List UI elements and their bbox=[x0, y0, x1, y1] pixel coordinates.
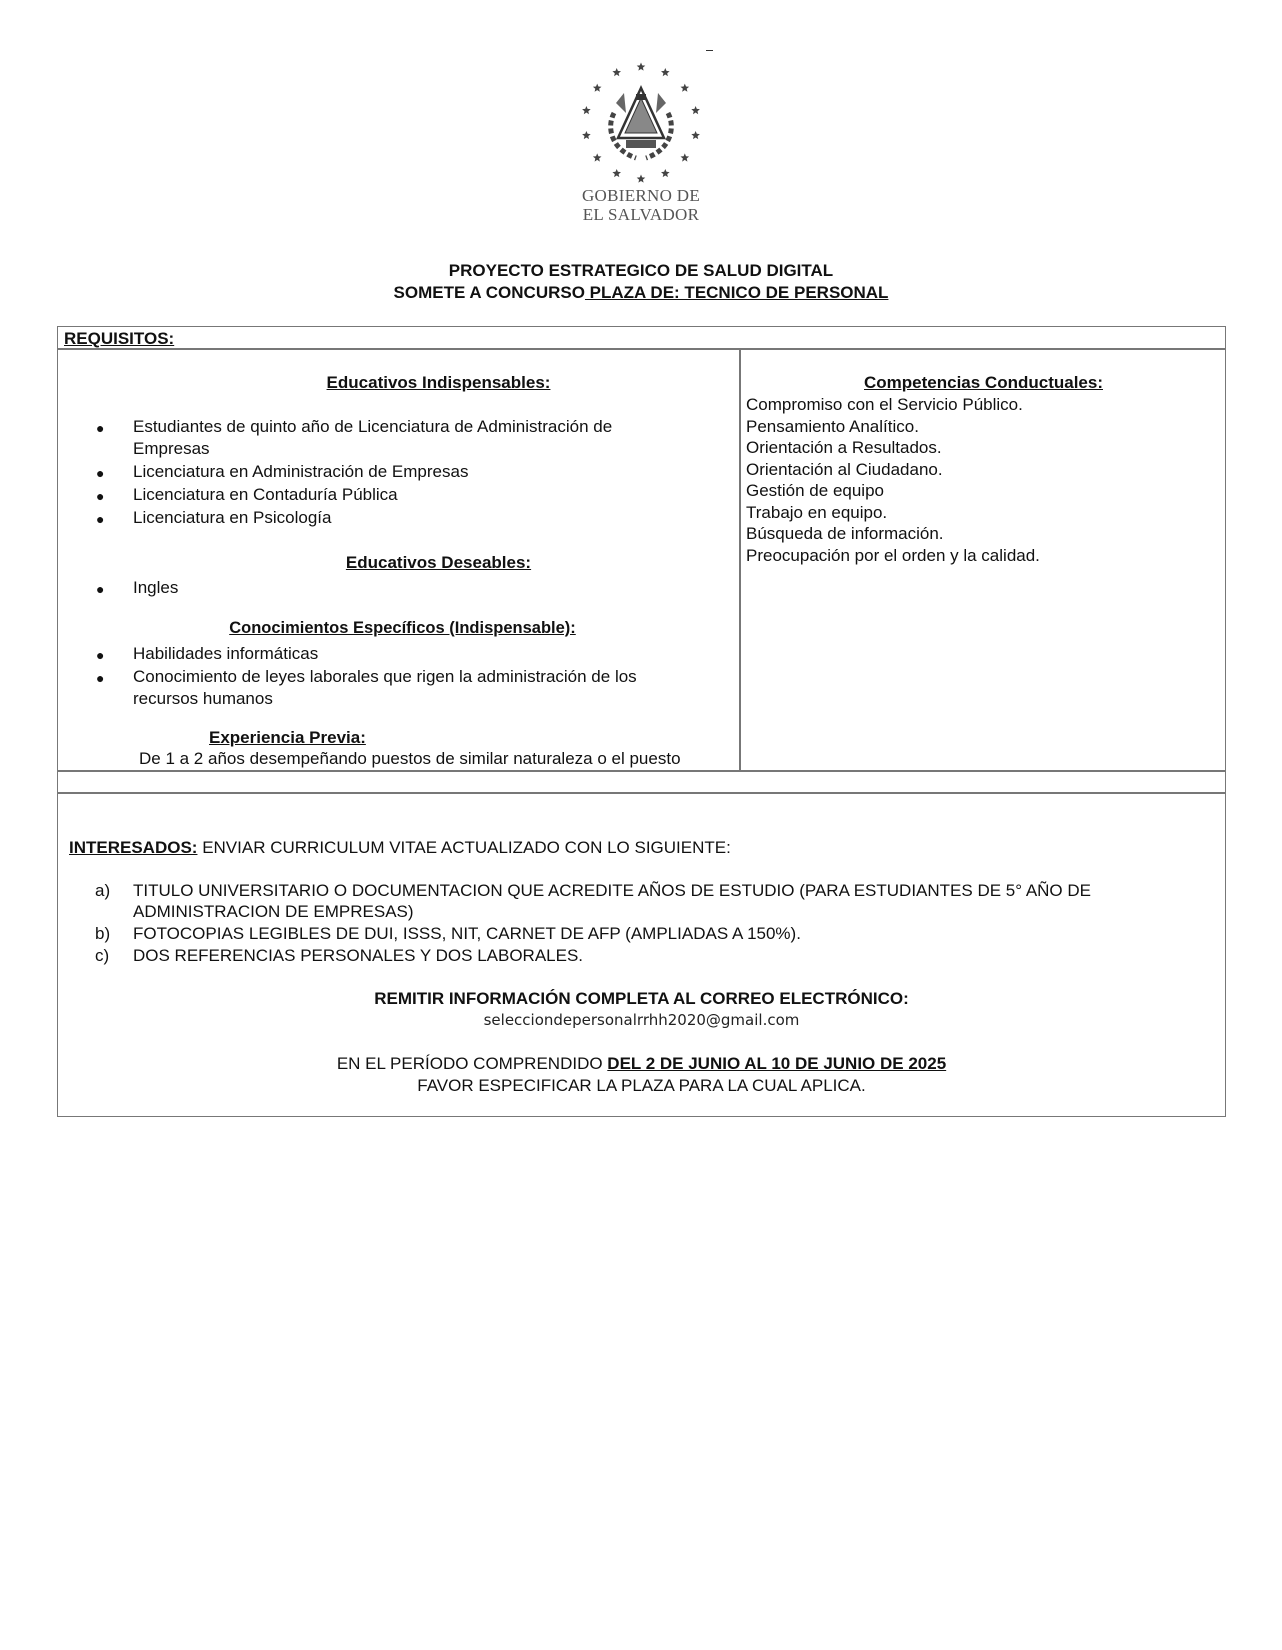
star-icon bbox=[661, 68, 670, 76]
interesados-line bbox=[69, 837, 731, 859]
email-address[interactable]: selecciondepersonalrrhh2020@gmail.com bbox=[483, 1011, 800, 1029]
table-divider bbox=[57, 792, 1226, 794]
star-icon bbox=[582, 106, 591, 114]
bullet: ● bbox=[96, 647, 105, 663]
project-title: PROYECTO ESTRATEGICO DE SALUD DIGITAL bbox=[448, 261, 834, 280]
favor-line: FAVOR ESPECIFICAR LA PLAZA PARA LA CUAL APLICA. bbox=[417, 1076, 866, 1095]
star-icon bbox=[691, 106, 700, 114]
list-item: Estudiantes de quinto año de Licenciatura de Administración de bbox=[133, 417, 613, 436]
bullet: ● bbox=[96, 670, 105, 686]
star-icon bbox=[661, 169, 670, 177]
star-icon bbox=[582, 131, 591, 139]
bullet: ● bbox=[96, 488, 105, 504]
star-icon bbox=[637, 63, 646, 71]
star-icon bbox=[593, 153, 602, 161]
contest-position: PLAZA DE: TECNICO DE PERSONAL bbox=[584, 283, 889, 302]
contest-title bbox=[0, 283, 1282, 303]
list-item: Empresas bbox=[133, 439, 210, 458]
experiencia-heading: Experiencia Previa: bbox=[209, 728, 366, 747]
list-item: Ingles bbox=[133, 578, 179, 597]
competency-item: Orientación a Resultados. bbox=[746, 438, 942, 457]
requisitos-label: REQUISITOS: bbox=[64, 329, 175, 348]
contest-prefix: SOMETE A CONCURSO bbox=[393, 283, 585, 302]
list-item: recursos humanos bbox=[133, 689, 273, 708]
star-icon bbox=[681, 153, 690, 161]
list-item: Licenciatura en Contaduría Pública bbox=[133, 485, 398, 504]
star-icon bbox=[593, 84, 602, 92]
logo-text-line2: EL SALVADOR bbox=[582, 205, 700, 224]
list-marker: c) bbox=[95, 946, 110, 965]
competency-item: Orientación al Ciudadano. bbox=[746, 459, 943, 479]
competency-item: Compromiso con el Servicio Público. bbox=[746, 395, 1023, 414]
list-marker: a) bbox=[95, 881, 111, 900]
list-marker: b) bbox=[95, 924, 111, 943]
table-divider bbox=[57, 770, 1226, 772]
interesados-label: INTERESADOS: bbox=[69, 838, 198, 857]
star-icon bbox=[612, 68, 621, 76]
bullet: ● bbox=[96, 511, 105, 527]
star-icon bbox=[637, 175, 646, 183]
list-item: Licenciatura en Administración de Empresas bbox=[133, 462, 469, 481]
competency-item: Pensamiento Analítico. bbox=[746, 416, 919, 436]
list-item: FOTOCOPIAS LEGIBLES DE DUI, ISSS, NIT, CARNET DE AFP (AMPLIADAS A 150%). bbox=[133, 924, 801, 943]
el-salvador-coat-of-arms-icon bbox=[566, 58, 716, 183]
decorative-dash bbox=[706, 50, 713, 51]
government-logo bbox=[566, 58, 716, 228]
remitir-heading: REMITIR INFORMACIÓN COMPLETA AL CORREO ELECTRÓNICO: bbox=[374, 989, 909, 1008]
competency-item: Gestión de equipo bbox=[746, 481, 884, 500]
table-divider bbox=[57, 348, 1226, 350]
bullet: ● bbox=[96, 465, 105, 481]
educativos-deseables-heading: Educativos Deseables: bbox=[345, 553, 532, 572]
list-item: DOS REFERENCIAS PERSONALES Y DOS LABORALES. bbox=[133, 946, 584, 965]
competencias-heading: Competencias Conductuales: bbox=[864, 373, 1103, 392]
interesados-text: ENVIAR CURRICULUM VITAE ACTUALIZADO CON LO SIGUIENTE: bbox=[197, 838, 731, 857]
competency-item: Búsqueda de información. bbox=[746, 524, 944, 543]
periodo-prefix: EN EL PERÍODO COMPRENDIDO bbox=[336, 1054, 608, 1073]
star-icon bbox=[681, 84, 690, 92]
periodo-line bbox=[57, 1054, 1226, 1074]
list-item: TITULO UNIVERSITARIO O DOCUMENTACION QUE ACREDITE AÑOS DE ESTUDIO (PARA ESTUDIANTES DE 5° AÑO DE bbox=[133, 881, 1091, 900]
list-item: Habilidades informáticas bbox=[133, 644, 319, 663]
periodo-dates: DEL 2 DE JUNIO AL 10 DE JUNIO DE 2025 bbox=[607, 1054, 947, 1073]
star-icon bbox=[691, 131, 700, 139]
list-item: Licenciatura en Psicología bbox=[133, 508, 332, 527]
educativos-indispensables-heading: Educativos Indispensables: bbox=[326, 373, 551, 392]
list-item: ADMINISTRACION DE EMPRESAS) bbox=[133, 902, 414, 921]
competency-item: Trabajo en equipo. bbox=[746, 502, 888, 522]
list-item: Conocimiento de leyes laborales que rigen la administración de los bbox=[133, 667, 637, 686]
bullet: ● bbox=[96, 581, 105, 597]
bullet: ● bbox=[96, 420, 105, 436]
experiencia-text: De 1 a 2 años desempeñando puestos de similar naturaleza o el puesto bbox=[139, 749, 681, 768]
conocimientos-heading: Conocimientos Específicos (Indispensable): bbox=[229, 619, 576, 637]
competency-item: Preocupación por el orden y la calidad. bbox=[746, 545, 1040, 565]
star-icon bbox=[612, 169, 621, 177]
logo-text-line1: GOBIERNO DE bbox=[581, 186, 701, 205]
